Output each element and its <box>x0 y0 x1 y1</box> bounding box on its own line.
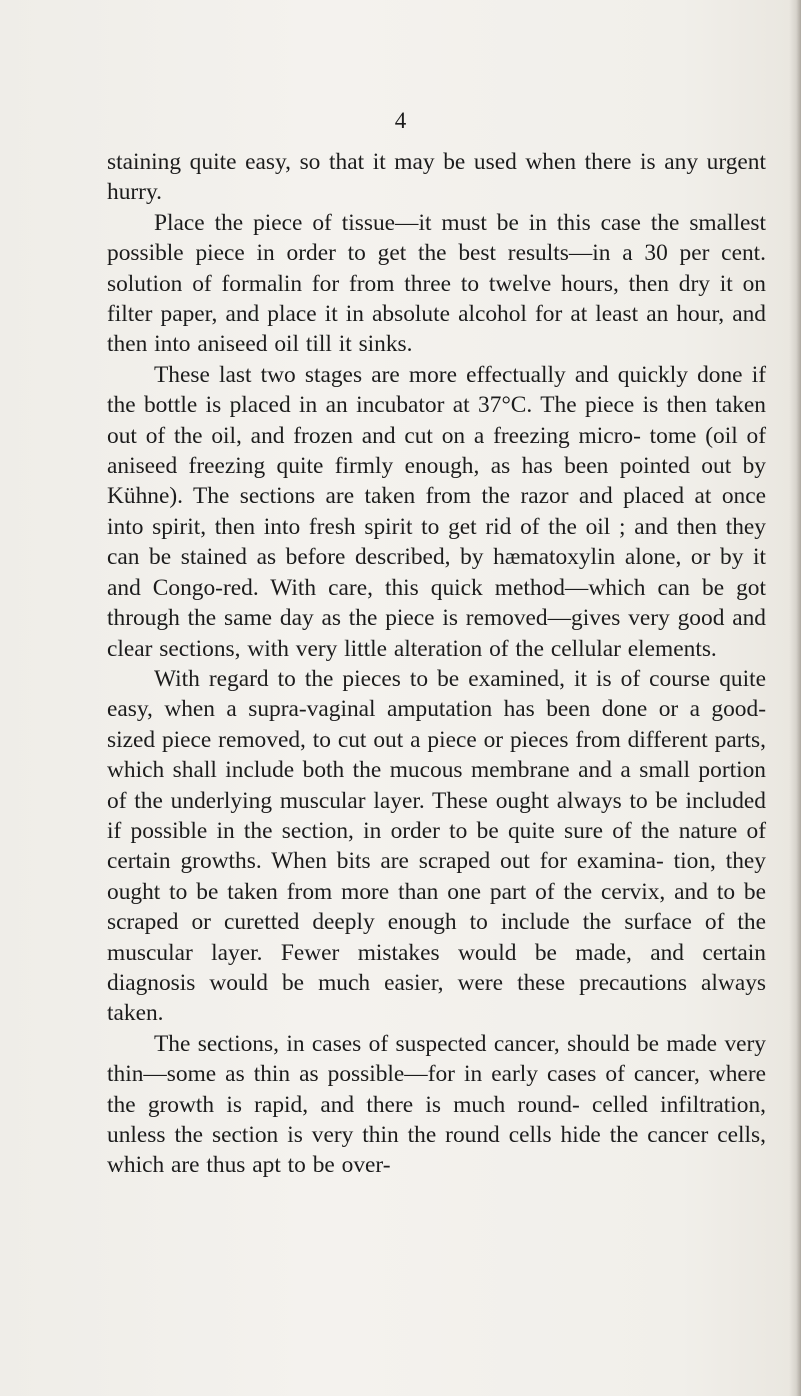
page-number: 4 <box>394 108 407 133</box>
paragraph-pieces-examined: With regard to the pieces to be examined, it is of course quite easy, when a supra-vaginal amputation has been done or a good-sized piece removed, to cut out a piece or pieces from different parts, which shall include both the mucous membrane and a small portion of the underlying muscular layer. These ought always to be included if possible in the section, in order to be quite sure of the nature of certain growths. When bits are scraped out for examina- tion, they ought to be taken from more than one part of the cervix, and to be scraped or curetted deeply enough to include the surface of the muscular layer. Fewer mistakes would be made, and certain diagnosis would be much easier, were these precautions always taken. <box>107 665 766 1027</box>
page-edge-shadow <box>789 0 801 1396</box>
paragraph-continuation: staining quite easy, so that it may be used when there is any urgent hurry. <box>107 149 766 206</box>
paragraph-sections-cancer: The sections, in cases of suspected cancer, should be made very thin—some as thin as possible—for in early cases of cancer, where the growth is rapid, and there is much round- celled infiltration, unless the section is very thin the round cells hide the cancer cells, which are thus apt to be over- <box>107 1030 766 1179</box>
paragraph-formalin-method: Place the piece of tissue—it must be in this case the smallest possible piece in order to get the best results—in a 30 per cent. solution of formalin for from three to twelve hours, then dry it on filter paper, and place it in absolute alcohol for at least an hour, and then into aniseed oil till it sinks. <box>107 209 766 358</box>
body-text <box>107 147 766 1181</box>
paragraph-quick-method: These last two stages are more effectually and quickly done if the bottle is placed in an incubator at 37°C. The piece is then taken out of the oil, and frozen and cut on a freezing micro- tome (oil of aniseed freezing quite firmly enough, as has been pointed out by Kühne). The sections are taken from the razor and placed at once into spirit, then into fresh spirit to get rid of the oil ; and then they can be stained as before described, by hæmatoxylin alone, or by it and Congo-red. With care, this quick method—which can be got through the same day as the piece is removed—gives very good and clear sections, with very little alteration of the cellular elements. <box>107 361 766 662</box>
